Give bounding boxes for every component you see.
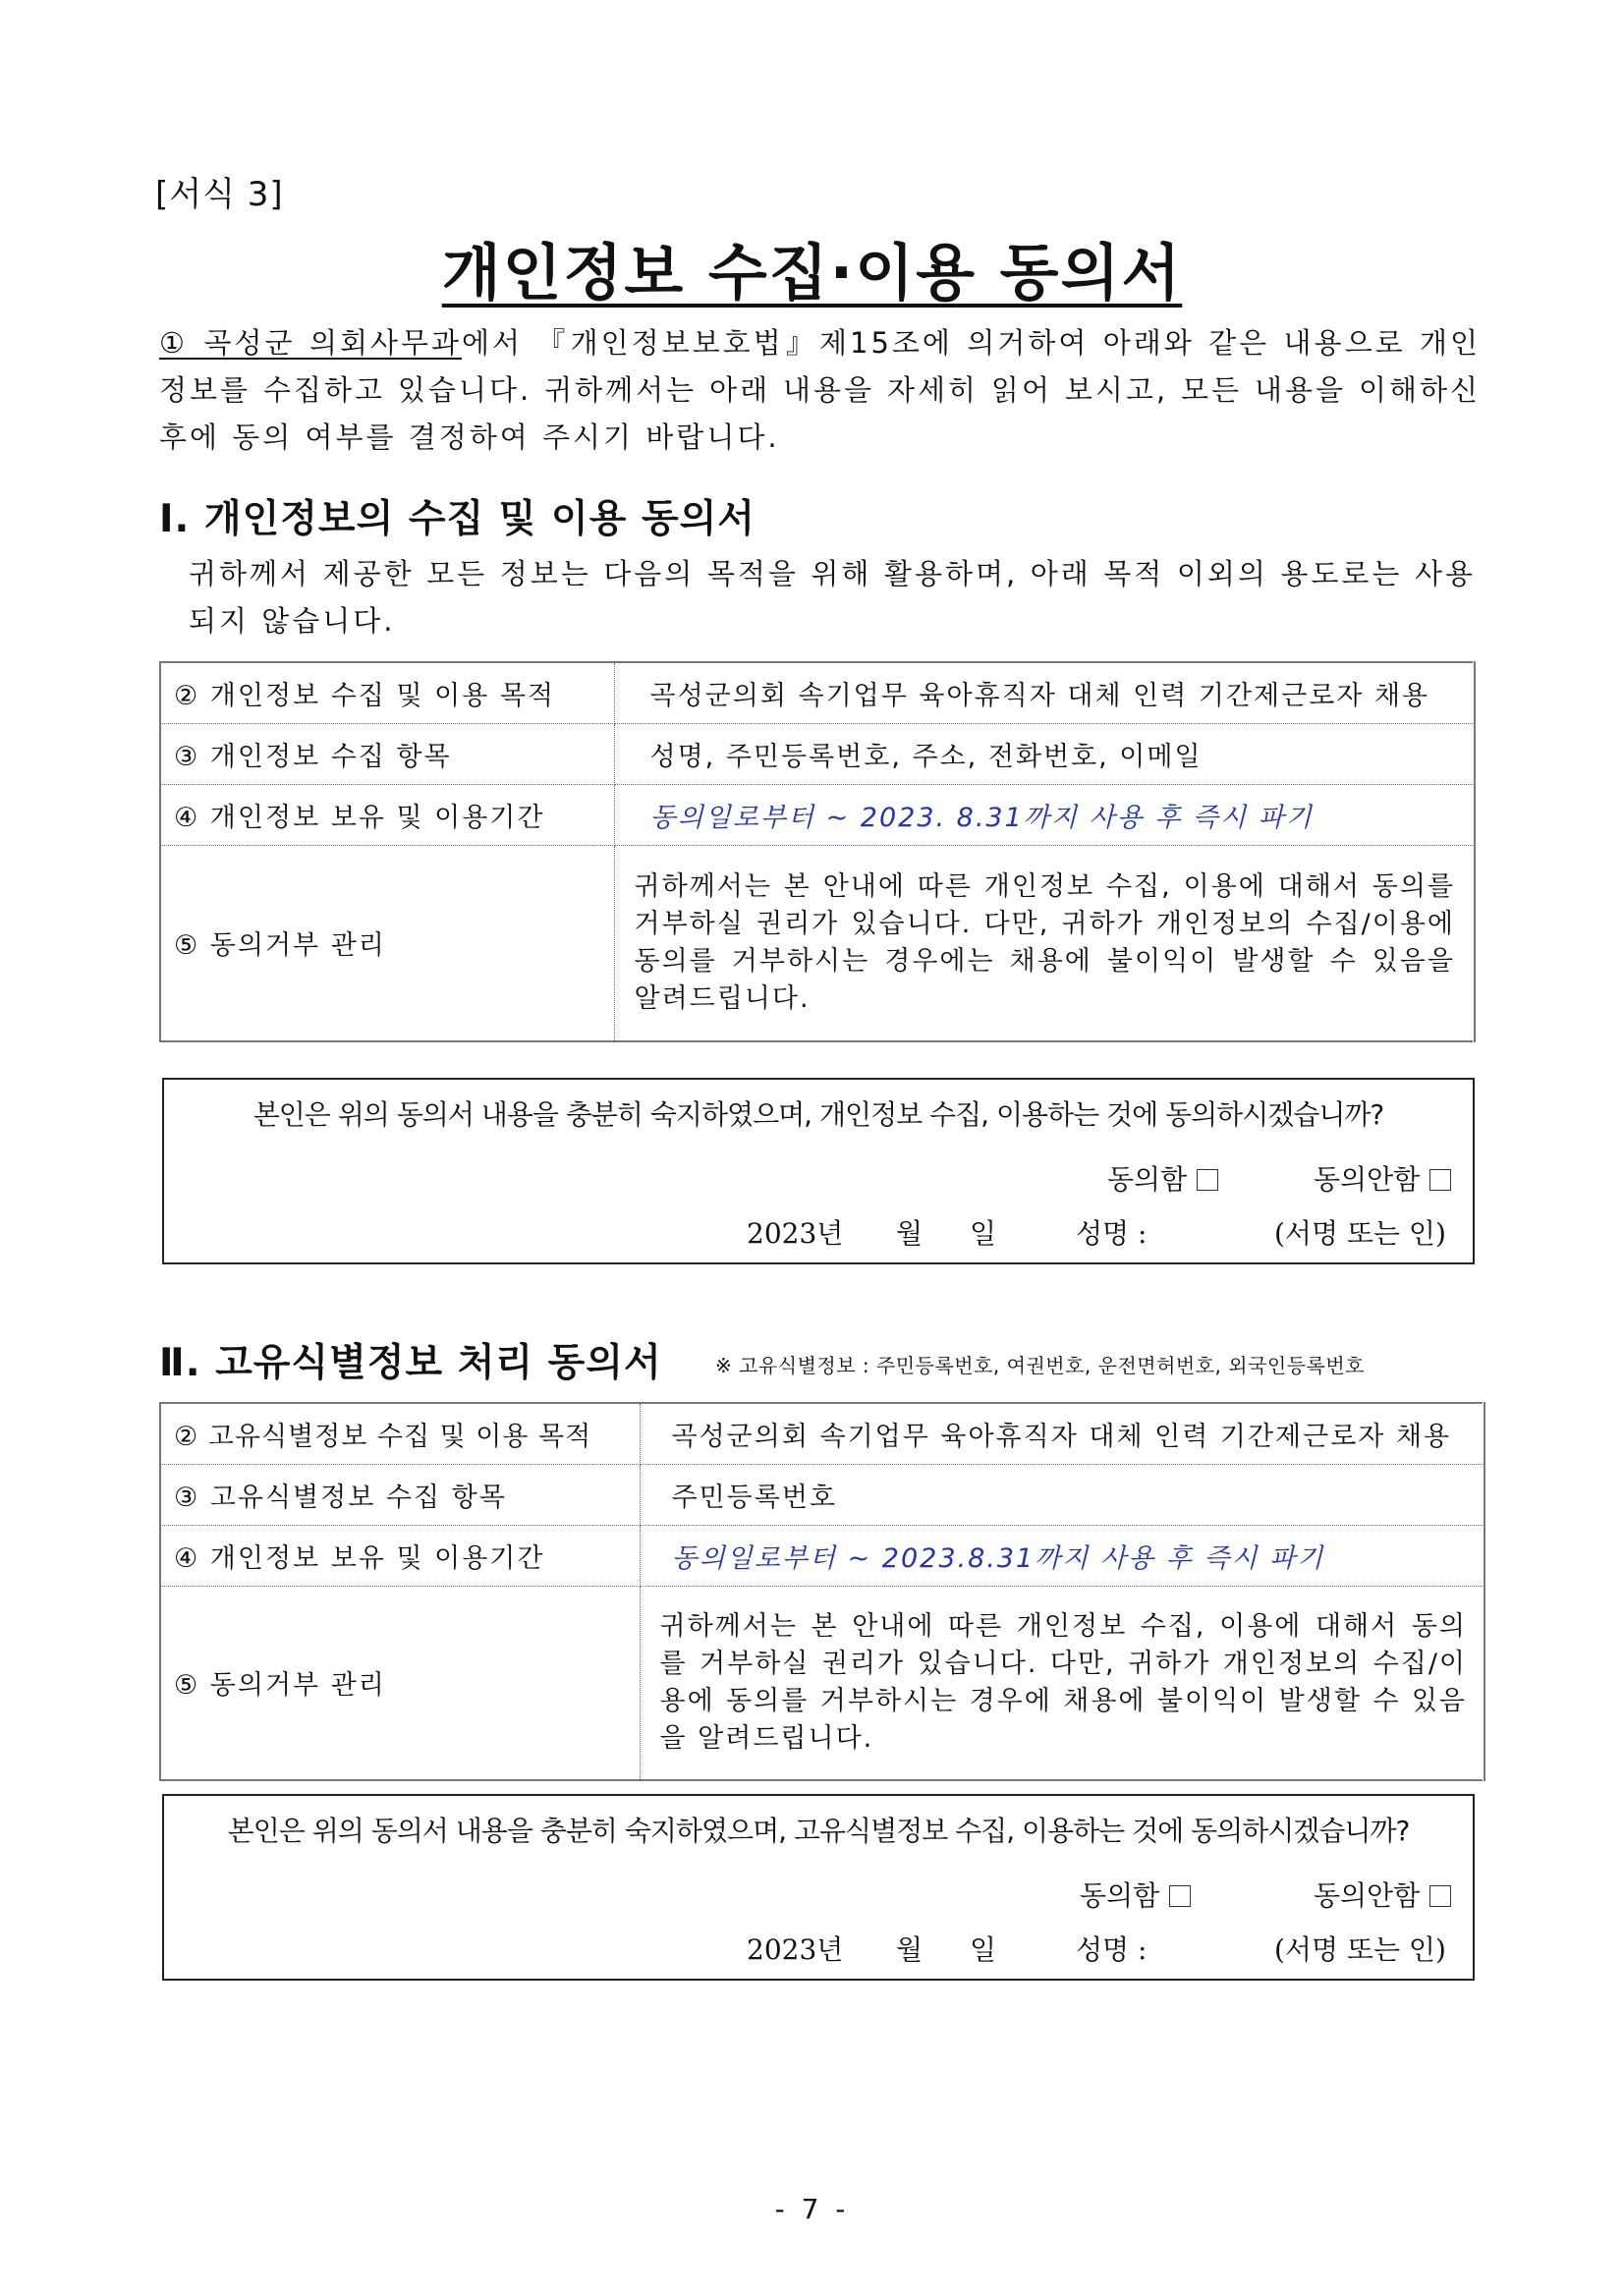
sign-label: (서명 또는 인) — [1274, 1217, 1446, 1250]
table-row — [160, 845, 1473, 1041]
name-label: 성명 : — [1076, 1217, 1148, 1250]
form-label: [서식 3] — [155, 175, 284, 214]
table-row — [160, 1586, 1483, 1780]
row-value: 곡성군의회 속기업무 육아휴직자 대체 인력 기간제근로자 채용 — [614, 662, 1473, 723]
name-label: 성명 : — [1076, 1933, 1148, 1966]
agree-option[interactable]: 동의함 — [1107, 1158, 1218, 1198]
row-value: 곡성군의회 속기업무 육아휴직자 대체 인력 기간제근로자 채용 — [640, 1403, 1483, 1464]
table-row — [160, 1464, 1483, 1525]
intro-org: ① 곡성군 의회사무과 — [159, 326, 463, 360]
table-row — [160, 1403, 1483, 1464]
date-month: 월 — [896, 1217, 924, 1250]
sign-label: (서명 또는 인) — [1274, 1933, 1446, 1966]
section2-note: ※ 고유식별정보 : 주민등록번호, 여권번호, 운전면허번호, 외국인등록번호 — [715, 1354, 1365, 1377]
section1-confirm-box — [162, 1078, 1475, 1264]
table-row — [160, 784, 1473, 845]
page-title: 개인정보 수집·이용 동의서 — [441, 237, 1183, 308]
table-row — [160, 723, 1473, 784]
section1-heading: Ⅰ. 개인정보의 수집 및 이용 동의서 — [159, 497, 756, 541]
date-day: 일 — [970, 1933, 997, 1966]
date-year: 2023년 — [747, 1933, 844, 1966]
date-day: 일 — [970, 1217, 997, 1250]
agree-checkbox[interactable] — [1197, 1169, 1218, 1191]
section1-table — [160, 661, 1473, 1042]
row-key: ② 고유식별정보 수집 및 이용 목적 — [160, 1403, 640, 1464]
agree-option[interactable]: 동의함 — [1080, 1875, 1191, 1914]
row-key: ④ 개인정보 보유 및 이용기간 — [160, 1525, 640, 1586]
row-key: ⑤ 동의거부 관리 — [160, 1586, 640, 1780]
page-number: - 7 - — [774, 2193, 850, 2225]
row-key: ③ 고유식별정보 수집 항목 — [160, 1464, 640, 1525]
intro-paragraph — [159, 319, 1481, 461]
intro-text: 에서 『개인정보보호법』제15조에 의거하여 아래와 같은 내용으로 개인정보를 수집하고 있습니다. 귀하께서는 아래 내용을 자세히 읽어 보시고, 모든 내용을 이해하신 후에 동의 여부를 결정하여 주시기 바랍니다. — [159, 326, 1482, 454]
refusal-notice: 귀하께서는 본 안내에 따른 개인정보 수집, 이용에 대해서 동의를 거부하실 권리가 있습니다. 다만, 귀하가 개인정보의 수집/이용에 동의를 거부하시는 경우에는 채용에 불이익이 발생할 수 있음을 알려드립니다. — [614, 845, 1473, 1041]
disagree-checkbox[interactable] — [1429, 1169, 1451, 1191]
disagree-option[interactable]: 동의안함 — [1314, 1158, 1451, 1198]
date-year: 2023년 — [747, 1217, 844, 1250]
confirm-question: 본인은 위의 동의서 내용을 충분히 숙지하였으며, 고유식별정보 수집, 이용하는 것에 동의하시겠습니까? — [227, 1815, 1410, 1847]
refusal-notice: 귀하께서는 본 안내에 따른 개인정보 수집, 이용에 대해서 동의를 거부하실 권리가 있습니다. 다만, 귀하가 개인정보의 수집/이용에 동의를 거부하시는 경우에 채용에 불이익이 발생할 수 있음을 알려드립니다. — [640, 1586, 1483, 1780]
agree-checkbox[interactable] — [1169, 1885, 1191, 1907]
disagree-checkbox[interactable] — [1429, 1885, 1451, 1907]
section1-body: 귀하께서 제공한 모든 정보는 다음의 목적을 위해 활용하며, 아래 목적 이외의 용도로는 사용되지 않습니다. — [189, 557, 1476, 638]
row-key: ④ 개인정보 보유 및 이용기간 — [160, 784, 614, 845]
retention-period-value: 동의일로부터 ~ 2023.8.31까지 사용 후 즉시 파기 — [640, 1525, 1483, 1586]
table-row — [160, 662, 1473, 723]
table-row — [160, 1525, 1483, 1586]
section2-confirm-box — [162, 1794, 1475, 1981]
row-value: 주민등록번호 — [640, 1464, 1483, 1525]
disagree-option[interactable]: 동의안함 — [1314, 1875, 1451, 1914]
row-key: ③ 개인정보 수집 항목 — [160, 723, 614, 784]
section2-table — [160, 1402, 1483, 1781]
row-value: 성명, 주민등록번호, 주소, 전화번호, 이메일 — [614, 723, 1473, 784]
retention-period-value: 동의일로부터 ~ 2023. 8.31까지 사용 후 즉시 파기 — [614, 784, 1473, 845]
row-key: ⑤ 동의거부 관리 — [160, 845, 614, 1041]
section2-heading: Ⅱ. 고유식별정보 처리 동의서 — [159, 1341, 662, 1385]
date-month: 월 — [896, 1933, 924, 1966]
row-key: ② 개인정보 수집 및 이용 목적 — [160, 662, 614, 723]
confirm-question: 본인은 위의 동의서 내용을 충분히 숙지하였으며, 개인정보 수집, 이용하는 것에 동의하시겠습니까? — [252, 1098, 1384, 1131]
